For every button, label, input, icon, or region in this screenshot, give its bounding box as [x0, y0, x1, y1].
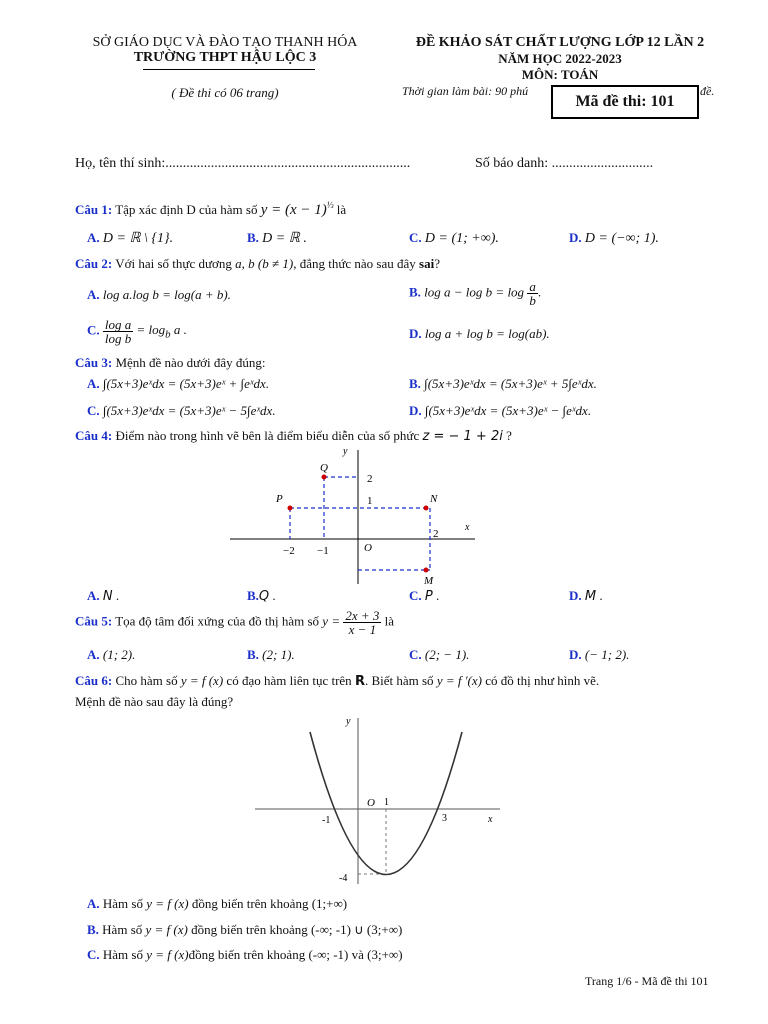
q5-option-c[interactable]: C. (2; − 1).: [409, 647, 470, 662]
q1-option-d[interactable]: D. D = (−∞; 1).: [569, 230, 659, 246]
q2-option-a[interactable]: A. log a.log b = log(a + b).: [87, 287, 231, 302]
question-3: Câu 3: Mệnh đề nào dưới đây đúng:: [75, 355, 266, 370]
school-underline: [143, 69, 315, 70]
svg-text:2: 2: [367, 473, 373, 485]
svg-text:-4: -4: [339, 873, 348, 884]
page-count-note: ( Đề thi có 06 trang): [171, 85, 279, 100]
q6-option-b[interactable]: B. Hàm số y = f (x) đồng biến trên khoảng (-∞; -1) ∪ (3;+∞): [87, 922, 403, 937]
svg-text:x: x: [488, 814, 493, 825]
q6-line2: Mệnh đề nào sau đây là đúng?: [75, 694, 234, 709]
question-5: Câu 5: Tọa độ tâm đối xứng của đồ thị hàm số y = $\frac{2x + 3}{x - 1}$ là: [75, 608, 395, 637]
q5-option-d[interactable]: D. (− 1; 2).: [569, 647, 630, 662]
q6-option-a[interactable]: A. Hàm số y = f (x) đồng biến trên khoảng (1;+∞): [87, 896, 348, 911]
q3-option-c[interactable]: C. ∫(5x+3)eˣdx = (5x+3)eˣ − 5∫eˣdx.: [87, 403, 276, 418]
complex-plane-figure: [225, 442, 485, 588]
school-year: NĂM HỌC 2022-2023: [498, 51, 622, 66]
q5-option-a[interactable]: A. (1; 2).: [87, 647, 136, 662]
q4-axis-y: y: [343, 446, 348, 457]
svg-text:−1: −1: [317, 545, 329, 557]
q2-option-d[interactable]: D. log a + log b = log(ab).: [409, 326, 550, 341]
q1-text: Tập xác định D của hàm số: [115, 202, 258, 217]
q1-option-b[interactable]: B. D = ℝ .: [247, 230, 307, 246]
q3-option-d[interactable]: D. ∫(5x+3)eˣdx = (5x+3)eˣ − ∫eˣdx.: [409, 403, 592, 418]
student-name-line: Họ, tên thí sinh:......................................................................: [75, 156, 411, 171]
question-4: Câu 4: Điểm nào trong hình vẽ bên là điểm biểu diễn của số phức z = − 1 + 2i ?: [75, 428, 512, 444]
time-note-end: đề.: [700, 84, 715, 98]
point-P: [288, 506, 293, 511]
svg-text:2: 2: [433, 528, 439, 540]
point-label-M: M: [424, 575, 434, 587]
question-1: [75, 200, 346, 219]
svg-text:3: 3: [442, 813, 447, 824]
q4-option-a[interactable]: A. N .: [87, 588, 120, 604]
q1-option-a[interactable]: A. D = ℝ \ {1}.: [87, 230, 174, 246]
svg-text:-1: -1: [322, 815, 331, 826]
q2-option-c[interactable]: C. $\frac{\text{log a}}{\text{log b}}$ = $\log_b a$ .: [87, 317, 187, 346]
question-6: Câu 6: Cho hàm số y = f (x) có đạo hàm liên tục trên R. Biết hàm số y = f ′(x) có đồ thị như hình vẽ.: [75, 673, 600, 689]
point-M: [424, 568, 429, 573]
q4-option-c[interactable]: C. P .: [409, 588, 440, 604]
point-label-Q: Q: [320, 462, 328, 474]
time-note: Thời gian làm bài: 90 phú: [402, 84, 529, 98]
q4-axis-x: x: [465, 522, 470, 533]
point-N: [424, 506, 429, 511]
point-label-N: N: [430, 493, 438, 505]
point-label-P: P: [276, 493, 283, 505]
q5-option-b[interactable]: B. (2; 1).: [247, 647, 295, 662]
q4-option-b[interactable]: B.Q .: [247, 588, 276, 604]
svg-text:1: 1: [384, 797, 389, 808]
q1-text-end: là: [336, 202, 347, 217]
derivative-graph-figure: [250, 712, 510, 890]
school-name: TRƯỜNG THPT HẬU LỘC 3: [133, 50, 317, 65]
page-footer: Trang 1/6 - Mã đề thi 101: [585, 974, 709, 988]
exam-code-box: Mã đề thi: 101: [551, 85, 699, 119]
q1-option-c[interactable]: C. D = (1; +∞).: [409, 230, 499, 246]
department-name: SỞ GIÁO DỤC VÀ ĐÀO TẠO THANH HÓA: [92, 35, 358, 50]
subject: MÔN: TOÁN: [521, 67, 599, 82]
q2-option-b[interactable]: B. log a − log b = log $\frac{a}{b}$ .: [409, 279, 542, 308]
q1-function: $y = (x - 1)^{\frac{1}{3}}$: [260, 200, 334, 218]
svg-text:−2: −2: [283, 545, 295, 557]
question-2: Câu 2: Với hai số thực dương a, b (b ≠ 1), đẳng thức nào sau đây sai?: [75, 256, 440, 271]
svg-text:y: y: [346, 716, 351, 727]
point-Q: [322, 475, 327, 480]
svg-text:O: O: [367, 797, 375, 809]
q4-origin: O: [364, 542, 372, 554]
q6-option-c[interactable]: C. Hàm số y = f (x)đồng biến trên khoảng (-∞; -1) và (3;+∞): [87, 947, 403, 962]
q1-label: Câu 1:: [75, 202, 113, 217]
q3-option-b[interactable]: B. ∫(5x+3)eˣdx = (5x+3)eˣ + 5∫eˣdx.: [409, 376, 597, 391]
q4-option-d[interactable]: D. M .: [569, 588, 603, 604]
q3-option-a[interactable]: A. ∫(5x+3)eˣdx = (5x+3)eˣ + ∫eˣdx.: [87, 376, 270, 391]
exam-title: ĐỀ KHẢO SÁT CHẤT LƯỢNG LỚP 12 LẦN 2: [415, 35, 705, 50]
svg-text:1: 1: [367, 495, 373, 507]
student-id-line: Số báo danh: .............................: [475, 156, 654, 171]
